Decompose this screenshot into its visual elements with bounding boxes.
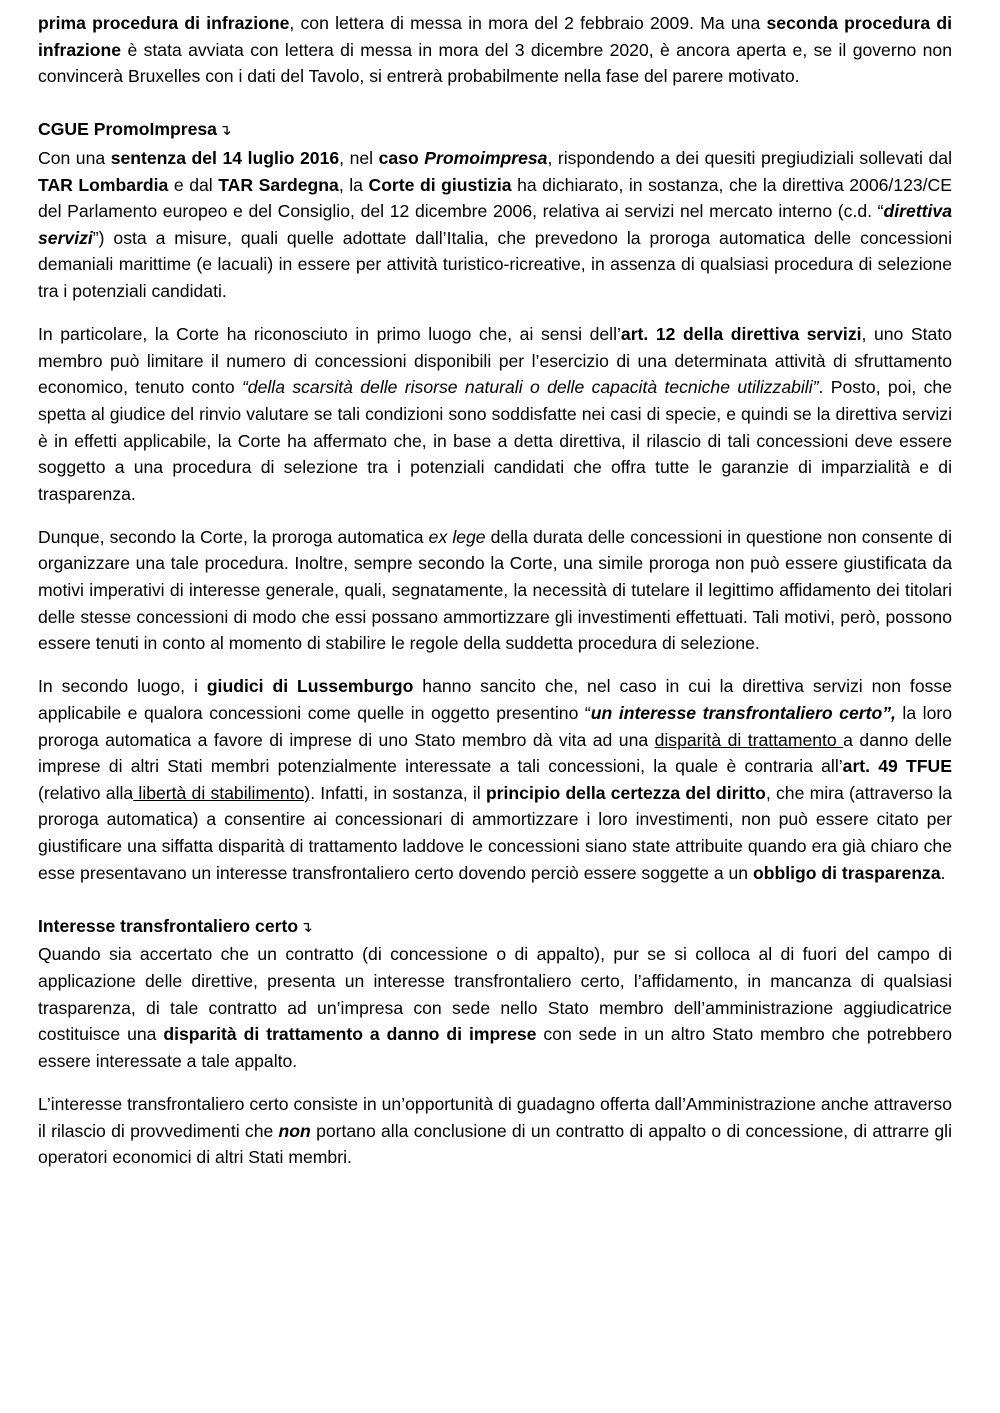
text-run: la loro proroga automatica a favore di imprese di uno Stato membro dà vita ad una — [38, 703, 952, 750]
text-run-emphasis: caso — [378, 147, 425, 168]
text-run-emphasis: libertà di stabilimento) — [133, 782, 311, 803]
paragraph-judgment — [38, 145, 952, 305]
text-run: , che mira (attraverso la proroga automatica) a consentire ai concessionari di ammortizzare i loro investimenti, non può essere citato per giustificare una siffatta disparità di trattamento laddove le concessioni siano state attribuite quando era già chiaro che esse presentavano un interesse transfrontaliero certo dovendo perciò essere soggette a un — [38, 782, 953, 883]
text-run-emphasis: giudici di Lussemburgo — [206, 676, 414, 697]
text-run: . Posto, poi, che spetta al giudice del rinvio valutare se tali condizioni sono soddisfatte nei casi di specie, e quindi se la direttiva servizi è in effetti applicabile, la Corte ha affermato che, in base a detta direttiva, il rilascio di tali concessioni deve essere soggetto a una procedura di selezione tra i potenziali candidati che offra tutte le garanzie di imparzialità e di trasparenza. — [38, 377, 952, 504]
text-run-emphasis: obbligo di trasparenza — [752, 862, 941, 883]
return-arrow-icon: ↴ — [218, 122, 232, 140]
text-run-emphasis: Promoimpresa — [424, 147, 548, 168]
text-run: L’interesse transfrontaliero certo consiste in un’opportunità di guadagno offerta dall’Amministrazione anche attraverso il rilascio di provvedimenti che — [38, 1093, 952, 1141]
text-run-emphasis: prima procedura di infrazione — [38, 13, 290, 33]
text-run: , rispondendo a dei quesiti pregiudiziali sollevati dal — [547, 147, 952, 168]
paragraph-opportunity — [38, 1091, 952, 1171]
heading-cgue-promoimpresa — [38, 116, 952, 145]
text-run-emphasis: art. 49 TFUE — [842, 756, 952, 777]
text-run-emphasis: disparità di trattamento — [654, 729, 844, 750]
text-run: della durata delle concessioni in questione non consente di organizzare una tale procedura. Inoltre, sempre secondo la Corte, una simile proroga non può essere giustificata da motivi imperativi di interesse generale, quali, segnatamente, la necessità di tutelare il legittimo affidamento dei titolari delle stesse concessioni di modo che essi possano ammortizzare gli investimenti effettuati. Tali motivi, però, possono essere tenuti in conto al momento di stabilire le regole della suddetta procedura di selezione. — [38, 526, 952, 654]
text-run: con sede in un altro Stato membro che potrebbero essere interessate a tale appalto. — [38, 1024, 952, 1071]
text-run: , nel — [339, 147, 379, 168]
text-run: . Infatti, in sostanza, il — [310, 782, 486, 803]
paragraph-luxembourg — [38, 673, 952, 886]
text-run: (relativo alla — [38, 782, 134, 803]
paragraph-ex-lege — [38, 524, 952, 657]
text-run-emphasis: “della scarsità delle risorse naturali o delle capacità tecniche utilizzabili” — [241, 377, 819, 398]
paragraph-art12 — [38, 321, 952, 507]
text-run: In particolare, la Corte ha riconosciuto in primo luogo che, ai sensi dell’ — [38, 324, 621, 345]
text-run: è stata avviata con lettera di messa in mora del 3 dicembre 2020, è ancora aperta e, se il governo non convincerà Bruxelles con i dati del Tavolo, si entrerà probabilmente nella fase del parere motivato. — [38, 39, 952, 87]
text-run-emphasis: disparità di trattamento a danno di imprese — [163, 1024, 537, 1045]
text-run-emphasis: non — [278, 1120, 311, 1141]
paragraph-cross-border-contract — [38, 941, 952, 1074]
text-run: hanno sancito che, nel caso in cui la direttiva servizi non fosse applicabile e qualora concessioni come quelle in oggetto presentino “ — [38, 676, 952, 724]
text-run: portano alla conclusione di un contratto di appalto o di concessione, di attrarre gli operatori economici di altri Stati membri. — [38, 1120, 952, 1168]
text-run-emphasis: sentenza del 14 luglio 2016 — [110, 147, 340, 168]
heading-text: CGUE PromoImpresa — [38, 119, 217, 140]
text-run-emphasis: un interesse transfrontaliero certo”, — [590, 703, 896, 724]
text-run: ”) osta a misure, quali quelle adottate dall’Italia, che prevedono la proroga automatica delle concessioni demaniali marittime (e lacuali) in essere per attività turistico-ricreative, in assenza di qualsiasi procedura di selezione tra i potenziali candidati. — [38, 227, 952, 301]
text-run: e dal — [168, 174, 219, 195]
text-run: a danno delle imprese di altri Stati membri potenzialmente interessate a tali concessioni, la quale è contraria all’ — [38, 729, 952, 777]
text-run: Dunque, secondo la Corte, la proroga automatica — [38, 526, 429, 547]
text-run-emphasis: seconda procedura di infrazione — [38, 13, 953, 60]
text-run-emphasis: direttiva servizi — [38, 201, 952, 248]
text-run: Con una — [38, 147, 111, 168]
heading-cross-border-interest — [38, 913, 952, 942]
text-run: , con lettera di messa in mora del 2 febbraio 2009. Ma una — [289, 13, 767, 33]
text-run-emphasis: ex lege — [428, 526, 486, 547]
text-run: , la — [338, 174, 369, 195]
text-run-emphasis: TAR Sardegna — [218, 174, 339, 195]
return-arrow-icon: ↴ — [300, 918, 313, 936]
text-run: ha dichiarato, in sostanza, che la direttiva 2006/123/CE del Parlamento europeo e del Consiglio, del 12 dicembre 2006, relativa ai servizi nel mercato interno (c.d. “ — [38, 174, 952, 222]
text-run: In secondo luogo, i — [38, 676, 207, 697]
text-run: , uno Stato membro può limitare il numero di concessioni disponibili per l’esercizio di una determinata attività di sfruttamento economico, tenuto conto — [38, 324, 953, 398]
paragraph-infringement — [38, 10, 952, 90]
text-run-emphasis: TAR Lombardia — [38, 174, 169, 195]
text-run-emphasis: principio della certezza del diritto — [485, 782, 766, 803]
text-run: . — [940, 862, 946, 883]
text-run-emphasis: art. 12 della direttiva servizi — [620, 324, 862, 345]
text-run: Quando sia accertato che un contratto (di concessione o di appalto), pur se si colloca al di fuori del campo di applicazione delle direttive, presenta un interesse transfrontaliero certo, l’affidamento, in mancanza di qualsiasi trasparenza, di tale contratto ad un’impresa con sede nello Stato membro dell’amministrazione aggiudicatrice costituisce una — [38, 944, 952, 1045]
document-page — [38, 10, 952, 1171]
heading-text: Interesse transfrontaliero certo — [38, 915, 299, 936]
text-run-emphasis: Corte di giustizia — [368, 174, 512, 195]
